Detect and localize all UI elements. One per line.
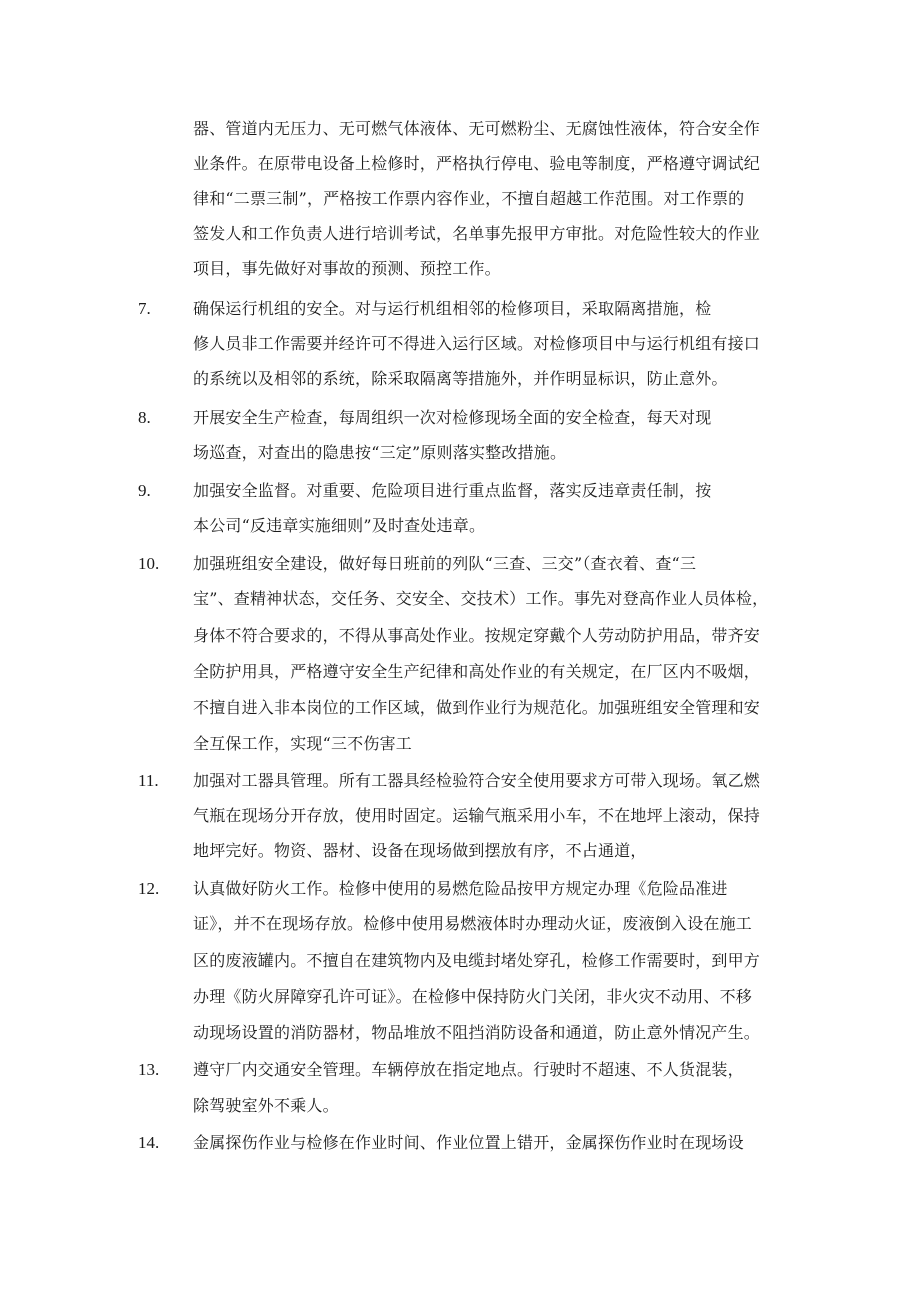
list-item-number: 10.	[138, 554, 160, 573]
paragraph-line: 签发人和工作负责人进行培训考试，名单事先报甲方审批。对危险性较大的作业	[193, 224, 761, 243]
list-item-line: 确保运行机组的安全。对与运行机组相邻的检修项目，采取隔离措施，检	[193, 299, 712, 318]
list-item-line: 场巡查，对查出的隐患按“三定”原则落实整改措施。	[193, 443, 567, 462]
list-item-line: 身体不符合要求的，不得从事高处作业。按规定穿戴个人劳动防护用品，带齐安	[193, 626, 761, 645]
list-item-line: 遵守厂内交通安全管理。车辆停放在指定地点。行驶时不超速、不人货混装，	[193, 1060, 744, 1079]
list-item-line: 开展安全生产检查，每周组织一次对检修现场全面的安全检查，每天对现	[193, 408, 712, 427]
list-item-line: 修人员非工作需要并经许可不得进入运行区域。对检修项目中与运行机组有接口	[193, 334, 761, 353]
list-item-line: 全防护用具，严格遵守安全生产纪律和高处作业的有关规定，在厂区内不吸烟，	[193, 662, 761, 681]
list-item-number: 9.	[138, 481, 151, 500]
list-item-line: 加强对工器具管理。所有工器具经检验符合安全使用要求方可带入现场。氧乙燃	[193, 771, 761, 790]
list-item-line: 加强安全监督。对重要、危险项目进行重点监督，落实反违章责任制，按	[193, 481, 712, 500]
list-item-line: 本公司“反违章实施细则”及时查处违章。	[193, 516, 486, 535]
list-item-line: 动现场设置的消防器材，物品堆放不阻挡消防设备和通道，防止意外情况产生。	[193, 1023, 761, 1042]
list-item-line: 证》，并不在现场存放。检修中使用易燃液体时办理动火证，废液倒入设在施工	[193, 914, 753, 933]
list-item-number: 14.	[138, 1133, 160, 1152]
list-item-number: 12.	[138, 879, 160, 898]
list-item-number: 11.	[138, 771, 159, 790]
list-item-line: 办理《防火屏障穿孔许可证》。在检修中保持防火门关闭，非火灾不动用、不移	[193, 987, 753, 1006]
list-item-line: 气瓶在现场分开存放，使用时固定。运输气瓶采用小车，不在地坪上滚动，保持	[193, 806, 761, 825]
list-item-line: 认真做好防火工作。检修中使用的易燃危险品按甲方规定办理《危险品准进	[193, 879, 728, 898]
list-item-line: 全互保工作，实现“三不伤害工	[193, 734, 412, 753]
list-item-line: 区的废液罐内。不擅自在建筑物内及电缆封堵处穿孔，检修工作需要时，到甲方	[193, 951, 761, 970]
list-item-line: 地坪完好。物资、器材、设备在现场做到摆放有序，不占通道，	[193, 841, 647, 860]
paragraph-line: 器、管道内无压力、无可燃气体液体、无可燃粉尘、无腐蚀性液体，符合安全作	[193, 119, 761, 138]
list-item-line: 金属探伤作业与检修在作业时间、作业位置上错开，金属探伤作业时在现场设	[193, 1133, 744, 1152]
list-item-number: 8.	[138, 408, 151, 427]
list-item-number: 13.	[138, 1060, 160, 1079]
list-item-line: 加强班组安全建设，做好每日班前的列队“三查、三交”（查衣着、查“三	[193, 554, 697, 573]
paragraph-line: 律和“二票三制”，严格按工作票内容作业，不擅自超越工作范围。对工作票的	[193, 189, 745, 208]
list-item-line: 的系统以及相邻的系统，除采取隔离等措施外，并作明显标识，防止意外。	[193, 369, 728, 388]
paragraph-line: 业条件。在原带电设备上检修时，严格执行停电、验电等制度，严格遵守调试纪	[193, 154, 761, 173]
list-item-line: 宝”、查精神状态，交任务、交安全、交技术）工作。事先对登高作业人员体检，	[193, 589, 769, 608]
list-item-line: 不擅自进入非本岗位的工作区域，做到作业行为规范化。加强班组安全管理和安	[193, 698, 761, 717]
list-item-number: 7.	[138, 299, 151, 318]
list-item-line: 除驾驶室外不乘人。	[193, 1096, 339, 1115]
paragraph-line: 项目，事先做好对事故的预测、预控工作。	[193, 259, 501, 278]
